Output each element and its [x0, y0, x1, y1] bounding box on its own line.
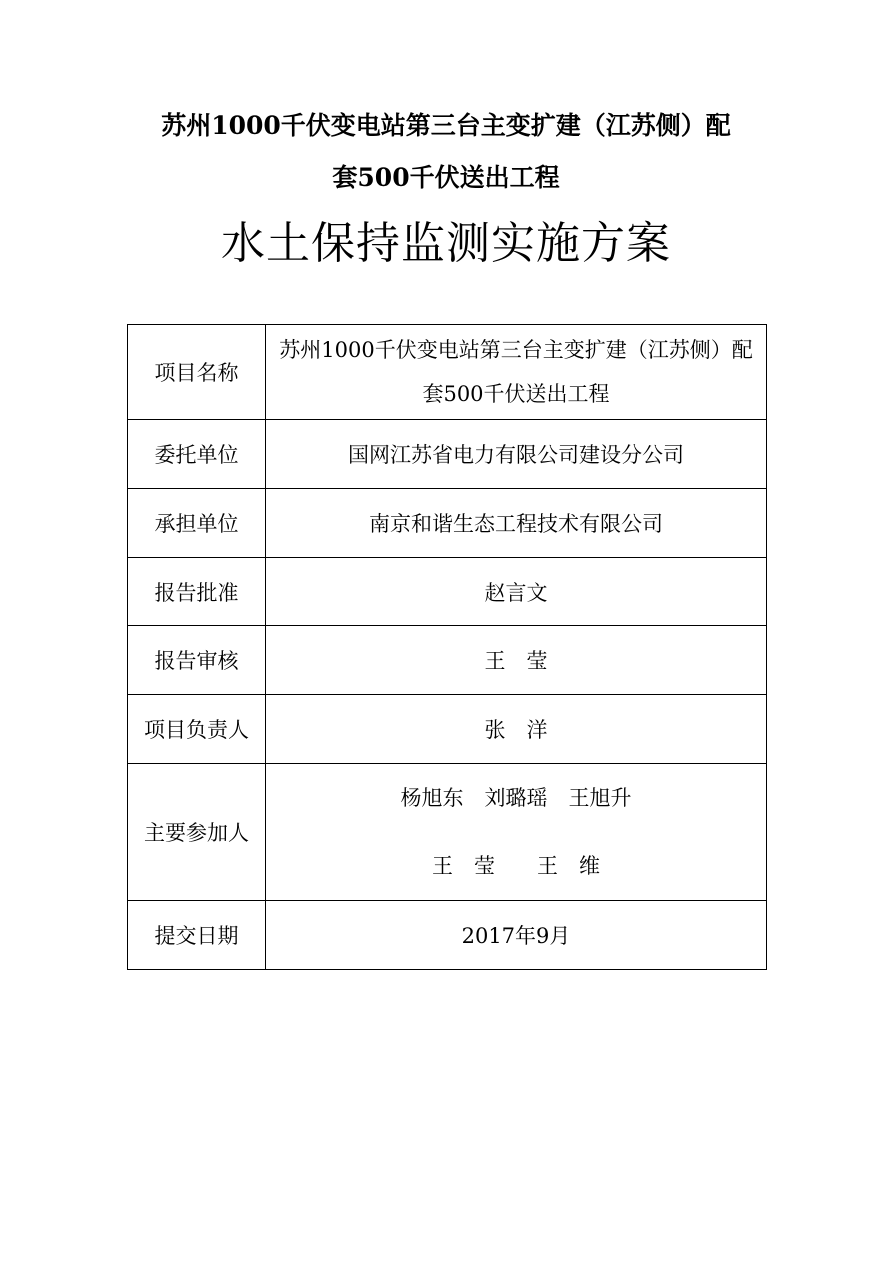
document-title-line-1: 苏州1000千伏变电站第三台主变扩建（江苏侧）配	[161, 111, 731, 140]
table-row	[128, 901, 767, 970]
row-value: 国网江苏省电力有限公司建设分公司	[266, 420, 767, 489]
row-value: 赵言文	[266, 558, 767, 626]
row-label: 项目负责人	[128, 695, 266, 764]
table-row	[128, 420, 767, 489]
row-value	[266, 325, 767, 420]
row-label: 承担单位	[128, 489, 266, 558]
table-row	[128, 764, 767, 901]
row-label: 报告审核	[128, 626, 266, 695]
table-row	[128, 325, 767, 420]
table-row	[128, 558, 767, 626]
main-title: 水土保持监测实施方案	[221, 218, 671, 269]
row-value: 张 洋	[266, 695, 767, 764]
row-value: 南京和谐生态工程技术有限公司	[266, 489, 767, 558]
table-row	[128, 626, 767, 695]
project-info-table	[127, 324, 767, 970]
table-row	[128, 695, 767, 764]
participants-line-1: 杨旭东 刘璐瑶 王旭升	[400, 786, 632, 810]
row-value: 2017年9月	[266, 901, 767, 970]
table-row	[128, 489, 767, 558]
project-name-value: 苏州1000千伏变电站第三台主变扩建（江苏侧）配套500千伏送出工程	[279, 338, 753, 406]
row-label: 委托单位	[128, 420, 266, 489]
row-label: 报告批准	[128, 558, 266, 626]
document-title-line-2: 套500千伏送出工程	[332, 163, 560, 192]
row-value	[266, 764, 767, 901]
row-label: 提交日期	[128, 901, 266, 970]
row-value: 王 莹	[266, 626, 767, 695]
row-label: 主要参加人	[128, 764, 266, 901]
participants-line-2: 王 莹 王 维	[432, 854, 600, 878]
row-label: 项目名称	[128, 325, 266, 420]
